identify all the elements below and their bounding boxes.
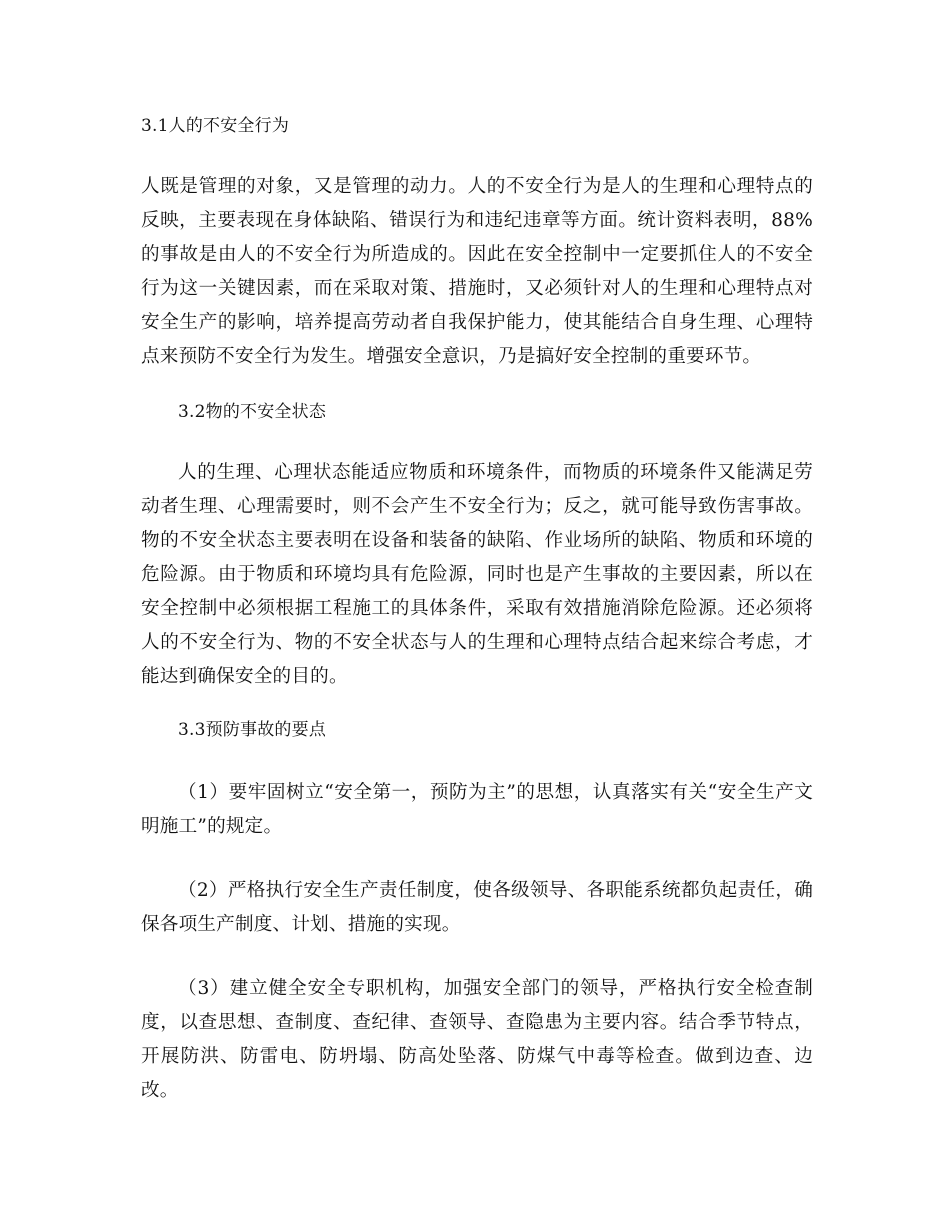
section-heading-3-2: 3.2物的不安全状态: [178, 402, 327, 422]
section-body-3-2: 人的生理、心理状态能适应物质和环境条件，而物质的环境条件又能满足劳动者生理、心理需要时，则不会产生不安全行为；反之，就可能导致伤害事故。物的不安全状态主要表明在设备和装备的缺陷、作业场所的缺陷、物质和环境的危险源。由于物质和环境均具有危险源，同时也是产生事故的主要因素，所以在安全控制中必须根据工程施工的具体条件，采取有效措施消除危险源。还必须将人的不安全行为、物的不安全状态与人的生理和心理特点结合起来综合考虑，才能达到确保安全的目的。: [141, 462, 813, 687]
list-item-3: （3）建立健全安全专职机构，加强安全部门的领导，严格执行安全检查制度，以查思想、查制度、查纪律、查领导、查隐患为主要内容。结合季节特点，开展防洪、防雷电、防坍塌、防高处坠落、防煤气中毒等检查。做到边查、边改。: [141, 978, 813, 1101]
list-item-1: （1）要牢固树立“安全第一，预防为主”的思想，认真落实有关“安全生产文明施工”的规定。: [141, 782, 813, 837]
section-heading-3-3: 3.3预防事故的要点: [178, 720, 327, 740]
section-heading-3-1: 3.1人的不安全行为: [141, 116, 290, 136]
list-item-2: （2）严格执行安全生产责任制度，使各级领导、各职能系统都负起责任，确保各项生产制度、计划、措施的实现。: [141, 880, 813, 935]
section-body-3-1: 人既是管理的对象，又是管理的动力。人的不安全行为是人的生理和心理特点的反映，主要表现在身体缺陷、错误行为和违纪违章等方面。统计资料表明，88%的事故是由人的不安全行为所造成的。因此在安全控制中一定要抓住人的不安全行为这一关键因素，而在采取对策、措施时，又必须针对人的生理和心理特点对安全生产的影响，培养提高劳动者自我保护能力，使其能结合自身生理、心理特点来预防不安全行为发生。增强安全意识，乃是搞好安全控制的重要环节。: [141, 176, 813, 367]
